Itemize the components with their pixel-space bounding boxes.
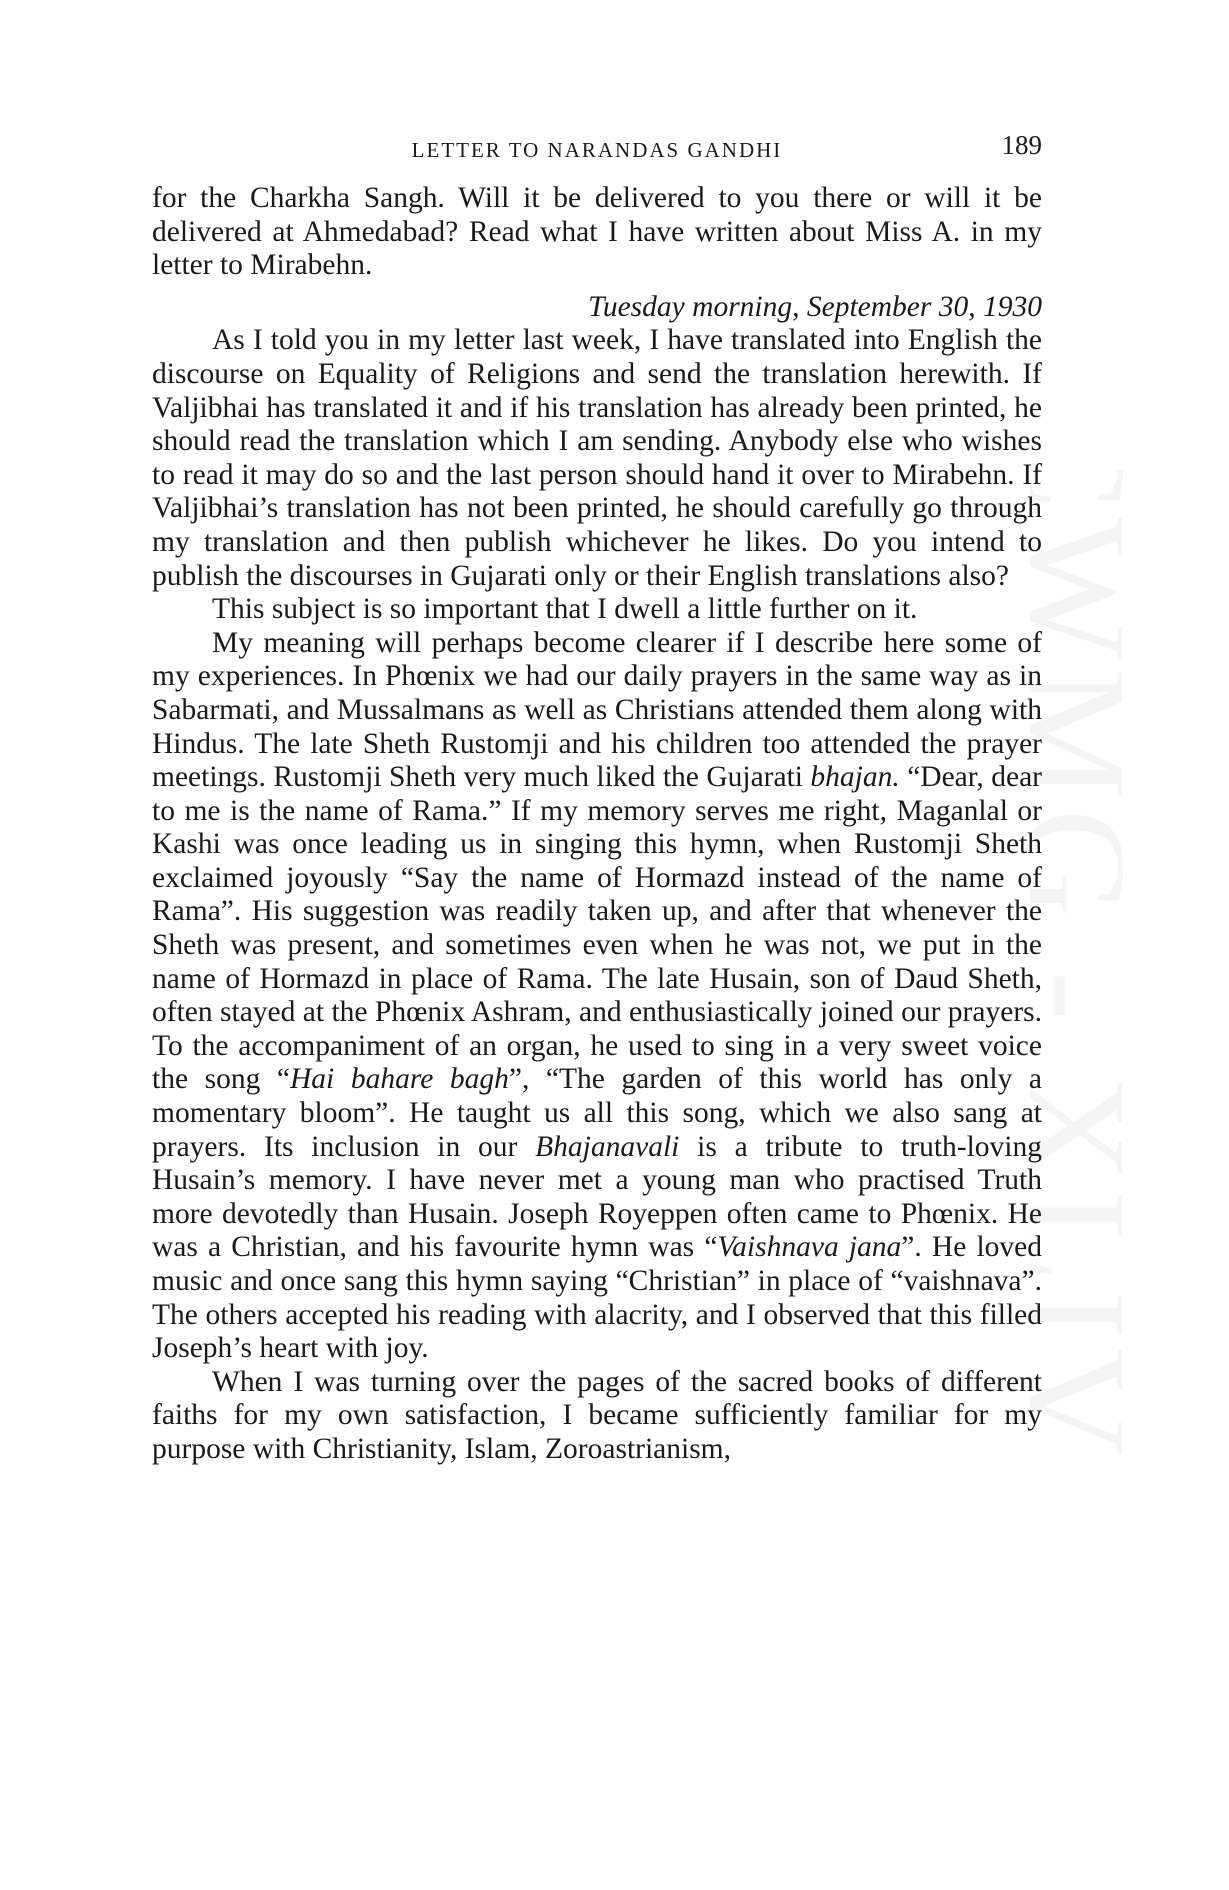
page-header	[152, 130, 1042, 170]
paragraph-translation: As I told you in my letter last week, I have translated into English the discourse on Equality of Religions and send the translation herewith. If Valjibhai has translated it and if his translation has already been printed, he should read the translation which I am sending. Anybody else who wishes to read it may do so and the last person should hand it over to Mirabehn. If Valjibhai’s translation has not been printed, he should carefully go through my translation and then publish whichever he likes. Do you intend to publish the discourses in Gujarati only or their English translations also?	[152, 324, 1042, 592]
watermark	[1030, 470, 1229, 1470]
dateline: Tuesday morning, September 30, 1930	[588, 290, 1042, 323]
paragraph-sacred-books: When I was turning over the pages of the sacred books of different faiths for my own satisfaction, I became sufficiently familiar for my purpose with Christianity, Islam, Zoroastrianism,	[152, 1365, 1042, 1465]
watermark-text	[1030, 470, 1160, 1465]
text-run: ”, “The garden of this world has only a momentary bloom”. He taught us all this song, which we also sang at prayers. Its inclusion in our	[152, 1063, 1042, 1163]
italic-term: Bhajanavali	[535, 1130, 680, 1163]
paragraph-experiences	[152, 627, 1042, 1366]
italic-term: Hai bahare bagh	[290, 1063, 509, 1096]
body-text	[152, 182, 1042, 1467]
page-number: 189	[1001, 130, 1042, 160]
text-run: ”. He loved music and once sang this hymn saying “Christian” in place of “vaishnava”. The others accepted his reading with alacrity, and I observed that this filled Joseph’s heart with joy.	[152, 1231, 1043, 1365]
paragraph-continued: for the Charkha Sangh. Will it be delivered to you there or will it be delivered at Ahmedabad? Read what I have written about Miss A. in my letter to Mirabehn.	[152, 182, 1042, 282]
text-run: My meaning will perhaps become clearer if I describe here some of my experiences. In Phœnix we had our daily prayers in the same way as in Sabarmati, and Mussalmans as well as Christians attended them along with Hindus. The late Sheth Rustomji and his children too attended the prayer meetings. Rustomji Sheth very much liked the Gujarati	[152, 626, 1042, 794]
italic-term: bhajan.	[810, 761, 900, 794]
text-run: “Dear, dear to me is the name of Rama.” If my memory serves me right, Maganlal or Kashi was once leading us in singing this hymn, when Rustomji Sheth exclaimed joyously “Say the name of Hormazd instead of the name of Rama”. His suggestion was readily taken up, and after that whenever the Sheth was present, and sometimes even when he was not, we put in the name of Hormazd in place of Rama. The late Husain, son of Daud Sheth, often stayed at the Phœnix Ashram, and enthusiastically joined our prayers. To the accompaniment of an organ, he used to sing in a very sweet voice the song “	[152, 761, 1042, 1096]
running-head: LETTER TO NARANDAS GANDHI	[411, 138, 783, 162]
text-run: is a tribute to truth-loving Husain’s memory. I have never met a young man who practised Truth more devotedly than Husain. Joseph Royeppen often came to Phœnix. He was a Christian, and his favourite hymn was “	[152, 1130, 1043, 1264]
paragraph-subject: This subject is so important that I dwell a little further on it.	[212, 593, 918, 626]
italic-term: Vaishnava jana	[717, 1231, 902, 1264]
